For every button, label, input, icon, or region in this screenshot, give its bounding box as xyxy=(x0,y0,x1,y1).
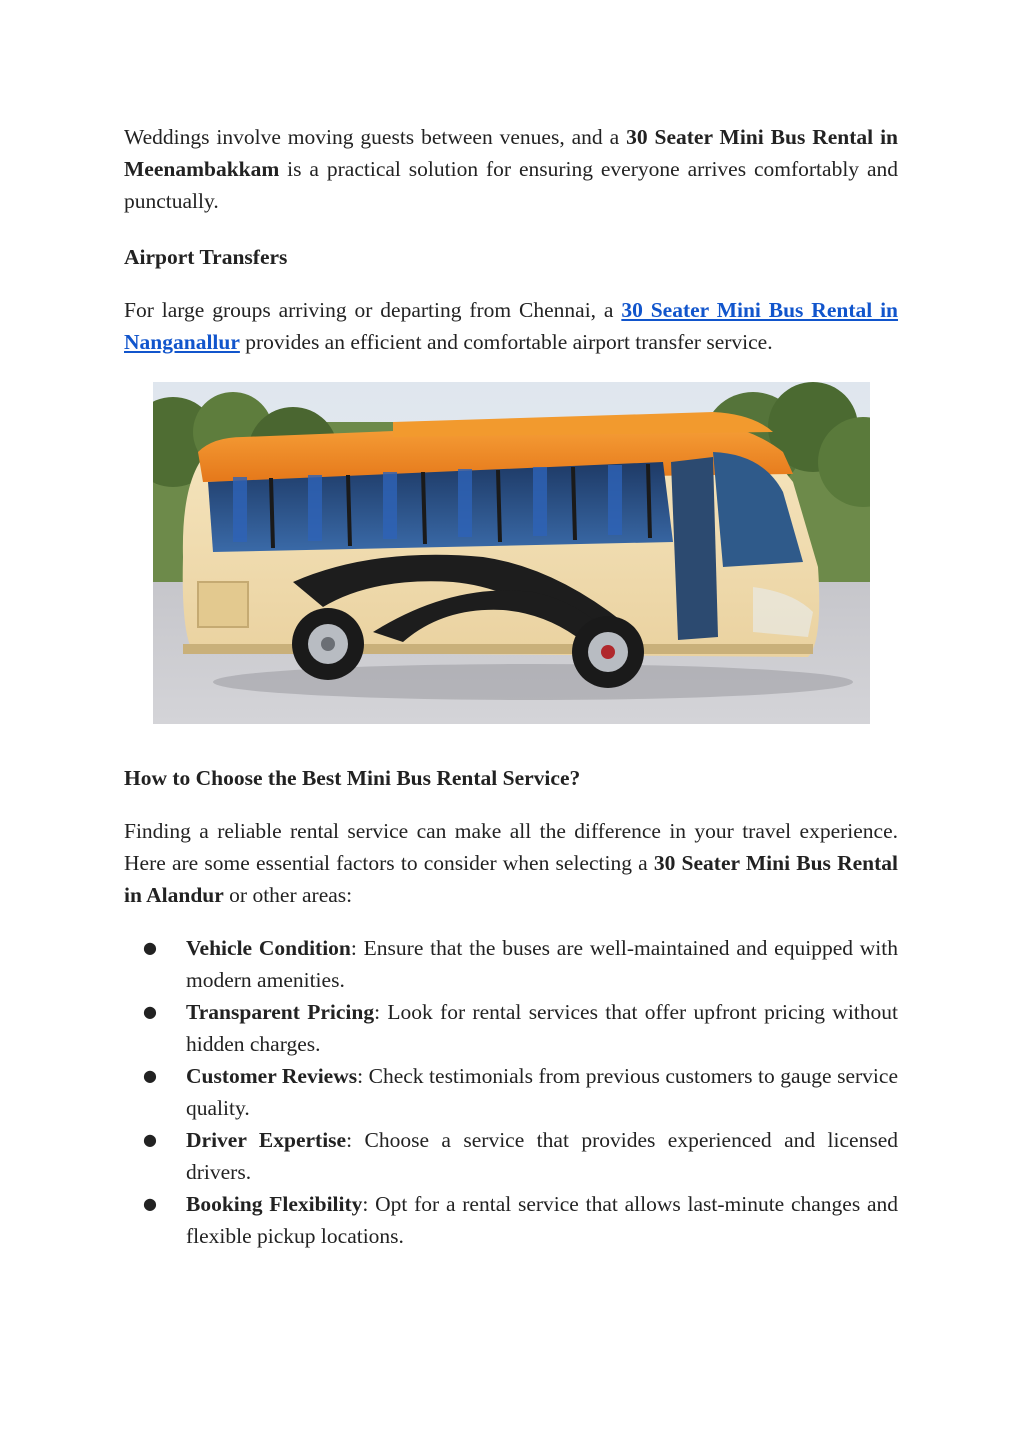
bullet-icon: ● xyxy=(143,938,157,957)
rear-wheel xyxy=(292,608,364,680)
airport-paragraph xyxy=(124,294,898,358)
choose-service-heading: How to Choose the Best Mini Bus Rental Service? xyxy=(124,766,581,790)
list-item xyxy=(124,932,898,996)
list-item xyxy=(124,1188,898,1252)
factor-title: Customer Reviews xyxy=(186,1064,358,1088)
bullet-icon: ● xyxy=(143,1066,157,1085)
choose-text-1: Finding a reliable rental service can make all the difference in your travel experience. Here are some essential factors to consider when selecting a xyxy=(124,819,898,875)
intro-bold-keyword: 30 Seater Mini Bus Rental in Meenambakkam xyxy=(124,125,899,181)
list-item xyxy=(124,1124,898,1188)
intro-text-2: is a practical solution for ensuring everyone arrives comfortably and punctually. xyxy=(124,157,898,213)
factor-description: : Check testimonials from previous customers to gauge service quality. xyxy=(186,1064,898,1120)
mini-bus-image xyxy=(153,382,870,724)
factor-description: : Opt for a rental service that allows last-minute changes and flexible pickup locations. xyxy=(186,1192,899,1248)
factor-description: : Ensure that the buses are well-maintained and equipped with modern amenities. xyxy=(186,936,898,992)
bullet-icon: ● xyxy=(143,1002,157,1021)
nanganallur-rental-link[interactable]: 30 Seater Mini Bus Rental in Nanganallur xyxy=(124,298,899,354)
factor-title: Transparent Pricing xyxy=(186,1000,375,1024)
bullet-icon: ● xyxy=(143,1194,157,1213)
airport-transfers-heading: Airport Transfers xyxy=(124,245,288,269)
airport-text-2: provides an efficient and comfortable airport transfer service. xyxy=(239,330,773,354)
list-item xyxy=(124,996,898,1060)
intro-paragraph xyxy=(124,121,898,217)
front-wheel xyxy=(572,616,644,688)
choose-text-2: or other areas: xyxy=(223,883,353,907)
document-page xyxy=(124,121,898,1252)
factor-title: Vehicle Condition xyxy=(186,936,351,960)
choose-bold-keyword: 30 Seater Mini Bus Rental in Alandur xyxy=(124,851,898,907)
factor-title: Driver Expertise xyxy=(186,1128,347,1152)
choose-paragraph xyxy=(124,815,898,911)
bullet-icon: ● xyxy=(143,1130,157,1149)
list-item xyxy=(124,1060,898,1124)
intro-text-1: Weddings involve moving guests between venues, and a xyxy=(124,125,627,149)
factors-list xyxy=(124,932,898,1252)
factor-description: : Look for rental services that offer upfront pricing without hidden charges. xyxy=(186,1000,899,1056)
bus-body xyxy=(183,412,820,657)
factor-description: : Choose a service that provides experienced and licensed drivers. xyxy=(186,1128,898,1184)
airport-text-1: For large groups arriving or departing from Chennai, a xyxy=(124,298,622,322)
factor-title: Booking Flexibility xyxy=(186,1192,363,1216)
